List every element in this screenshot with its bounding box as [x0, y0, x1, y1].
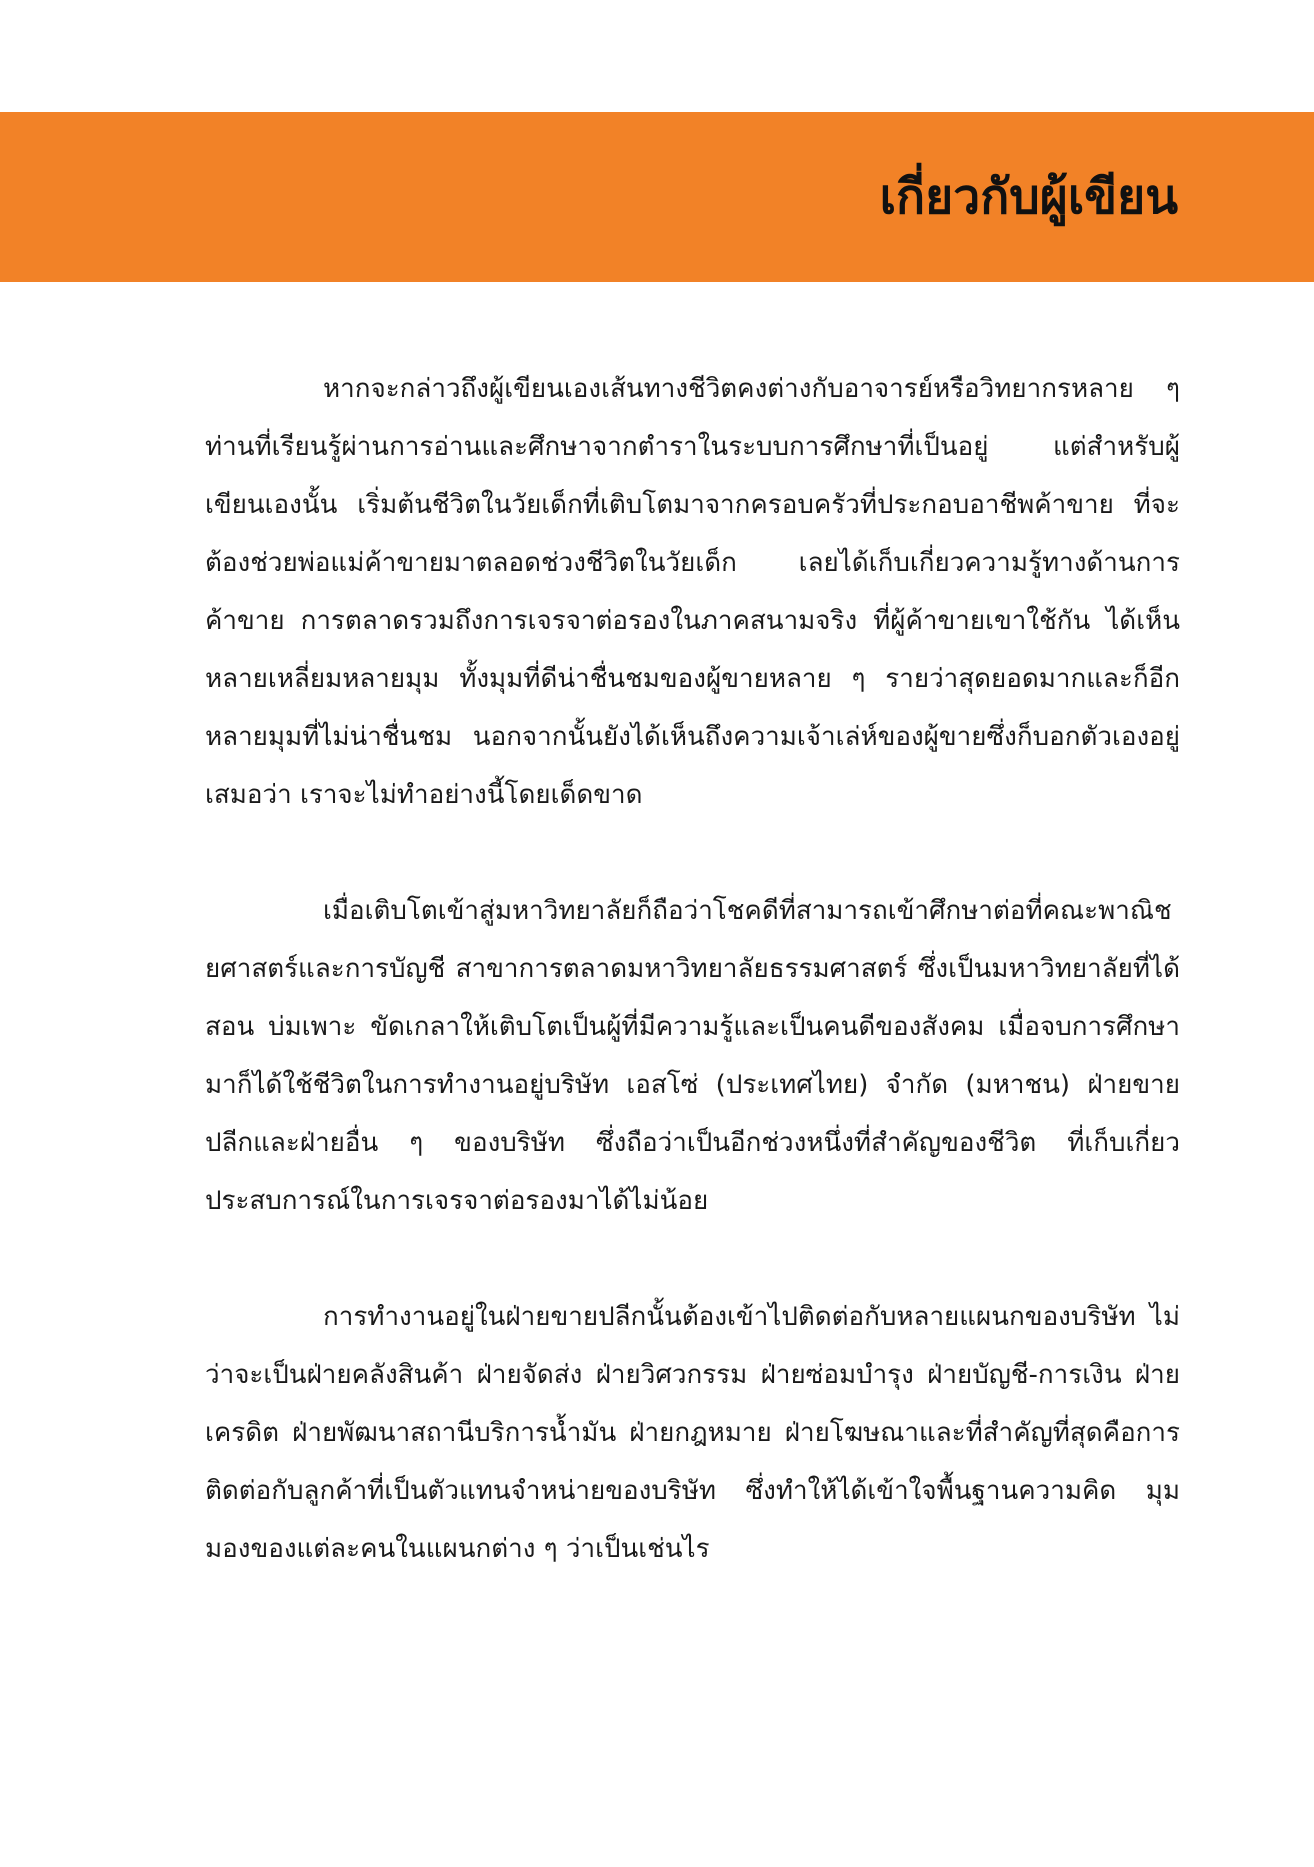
body-text: [205, 360, 1180, 1636]
page-title: เกี่ยวกับผู้เขียน: [879, 169, 1178, 225]
header-band: [0, 112, 1314, 282]
paragraph-1: หากจะกล่าวถึงผู้เขียนเองเส้นทางชีวิตคงต่างกับอาจารย์หรือวิทยากรหลาย ๆ ท่านที่เรียนรู้ผ่านการอ่านและศึกษาจากตำราในระบบการศึกษาที่เป็นอยู่ แต่สำหรับผู้เขียนเองนั้น เริ่มต้นชีวิตในวัยเด็กที่เติบโตมาจากครอบครัวที่ประกอบอาชีพค้าขาย ที่จะต้องช่วยพ่อแม่ค้าขายมาตลอดช่วงชีวิตในวัยเด็ก เลยได้เก็บเกี่ยวความรู้ทางด้านการค้าขาย การตลาดรวมถึงการเจรจาต่อรองในภาคสนามจริง ที่ผู้ค้าขายเขาใช้กัน ได้เห็นหลายเหลี่ยมหลายมุม ทั้งมุมที่ดีน่าชื่นชมของผู้ขายหลาย ๆ รายว่าสุดยอดมากและก็อีกหลายมุมที่ไม่น่าชื่นชม นอกจากนั้นยังได้เห็นถึงความเจ้าเล่ห์ของผู้ขายซึ่งก็บอกตัวเองอยู่เสมอว่า เราจะไม่ทำอย่างนี้โดยเด็ดขาด: [205, 374, 1180, 810]
paragraph-3: การทำงานอยู่ในฝ่ายขายปลีกนั้นต้องเข้าไปติดต่อกับหลายแผนกของบริษัท ไม่ว่าจะเป็นฝ่ายคลังสินค้า ฝ่ายจัดส่ง ฝ่ายวิศวกรรม ฝ่ายซ่อมบำรุง ฝ่ายบัญชี-การเงิน ฝ่ายเครดิต ฝ่ายพัฒนาสถานีบริการน้ำมัน ฝ่ายกฎหมาย ฝ่ายโฆษณาและที่สำคัญที่สุดคือการติดต่อกับลูกค้าที่เป็นตัวแทนจำหน่ายของบริษัท ซึ่งทำให้ได้เข้าใจพื้นฐานความคิด มุมมองของแต่ละคนในแผนกต่าง ๆ ว่าเป็นเช่นไร: [205, 1302, 1180, 1564]
paragraph-2: เมื่อเติบโตเข้าสู่มหาวิทยาลัยก็ถือว่าโชคดีที่สามารถเข้าศึกษาต่อที่คณะพาณิชยศาสตร์และการบัญชี สาขาการตลาดมหาวิทยาลัยธรรมศาสตร์ ซึ่งเป็นมหาวิทยาลัยที่ได้สอน บ่มเพาะ ขัดเกลาให้เติบโตเป็นผู้ที่มีความรู้และเป็นคนดีของสังคม เมื่อจบการศึกษามาก็ได้ใช้ชีวิตในการทำงานอยู่บริษัท เอสโซ่ (ประเทศไทย) จำกัด (มหาชน) ฝ่ายขายปลีกและฝ่ายอื่น ๆ ของบริษัท ซึ่งถือว่าเป็นอีกช่วงหนึ่งที่สำคัญของชีวิต ที่เก็บเกี่ยวประสบการณ์ในการเจรจาต่อรองมาได้ไม่น้อย: [205, 896, 1180, 1216]
